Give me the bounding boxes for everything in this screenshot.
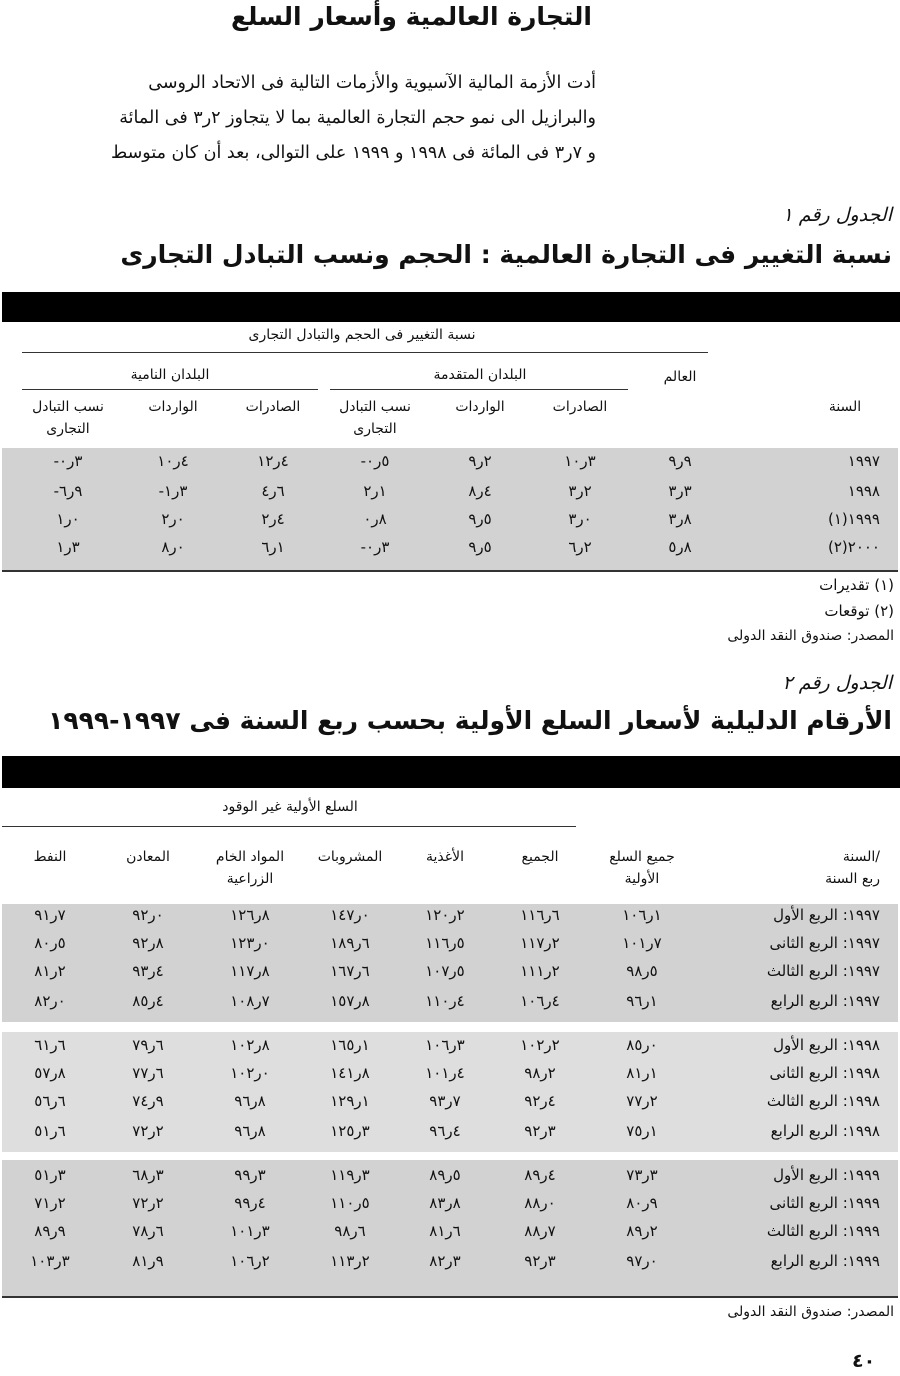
table2-cell: ١ر١٦٥	[330, 1036, 370, 1054]
table2-cell: ٧ر٩٣	[429, 1092, 461, 1110]
table1-cell: ٠ر٨	[161, 538, 185, 556]
table1-cell: ٠ر٣	[568, 510, 592, 528]
table1-cell: ٥ر٩	[468, 538, 492, 556]
table2-cell: ٦ر٧٧	[132, 1064, 164, 1082]
table2-cell: ٥ر٨٠	[34, 934, 66, 952]
table1-dev-exports-header: الصادرات	[245, 399, 301, 415]
table2-cell: ٨ر١٥٧	[330, 992, 370, 1010]
table2-cell: ٠ر٩٧	[626, 1252, 658, 1270]
table2-cell: ٠ر٨٥	[626, 1036, 658, 1054]
table2-period-cell: ١٩٩٧: الربع الثانى	[769, 934, 880, 952]
table2-cell: ٦ر٨١	[429, 1222, 461, 1240]
table1-cell: ٨ر٠	[363, 510, 387, 528]
table2-cell: ٥ر٩٨	[626, 962, 658, 980]
table2-cell: ٨ر١٢٦	[230, 906, 270, 924]
header-line: التجارى	[353, 421, 397, 437]
table2-cell: ٦ر٦١	[34, 1036, 66, 1054]
table2-period-cell: ١٩٩٨: الربع الأول	[773, 1036, 880, 1054]
table2-cell: ٥ر١١٠	[330, 1194, 370, 1212]
table1-cell: ٦ر٤	[261, 482, 285, 500]
divider	[22, 389, 318, 390]
table2-cell: ٨ر١١٧	[230, 962, 270, 980]
table1-note: (٢) توقعات	[824, 602, 894, 620]
table2-cell: ٤ر١٠٦	[520, 992, 560, 1010]
table2-period-cell: ١٩٩٩: الربع الأول	[773, 1166, 880, 1184]
header-line: نسب التبادل	[339, 399, 411, 415]
table1-group-header: نسبة التغيير فى الحجم والتبادل التجارى	[248, 327, 476, 343]
table1-cell: ٣ر١٠	[564, 452, 596, 470]
table2-all-header	[592, 846, 692, 890]
table1-cell: -٣ر٠	[53, 452, 83, 470]
table1-cell: ٥ر٩	[468, 510, 492, 528]
table2-cell: ٥ر١١٦	[425, 934, 465, 952]
table1-adv-terms-header	[325, 396, 425, 440]
table1-advanced-header: البلدان المتقدمة	[433, 367, 527, 383]
table1-cell: ٨ر٣	[668, 510, 692, 528]
table2-cell: ٠ر١٢٣	[230, 934, 270, 952]
table2-cell: ٧ر٩١	[34, 906, 66, 924]
table2-cell: ٣ر٩٩	[234, 1166, 266, 1184]
table2-cell: ٨ر٥٧	[34, 1064, 66, 1082]
table2-cell: ٦ر١١٦	[520, 906, 560, 924]
table2-period-cell: ١٩٩٩: الربع الثانى	[769, 1194, 880, 1212]
table2-oil-header: النفط	[33, 849, 67, 865]
table2-cell: ٣ر١١٩	[330, 1166, 370, 1184]
table2-cell: ٨ر٩٢	[132, 934, 164, 952]
table2-cell: ٢ر١٢٠	[425, 906, 465, 924]
table1-bottom-rule	[2, 570, 898, 572]
table2-group-gap	[2, 1022, 898, 1032]
table1-cell: ٢ر٦	[568, 538, 592, 556]
table1-cell: ٤ر٨	[468, 482, 492, 500]
table2-cell: ٠ر٩٢	[132, 906, 164, 924]
table2-cell: ٣ر٩٢	[524, 1252, 556, 1270]
table2-cell: ٣ر٦٨	[132, 1166, 164, 1184]
table2-cell: ٨ر١٠٢	[230, 1036, 270, 1054]
table2-cell: ٠ر٨٨	[524, 1194, 556, 1212]
table1-label: الجدول رقم ١	[782, 204, 892, 226]
table2-cell: ٦ر٥١	[34, 1122, 66, 1140]
table2-cell: ٩ر٨٩	[34, 1222, 66, 1240]
table1-cell: ٢ر٩	[468, 452, 492, 470]
table1-cell: -٣ر١	[158, 482, 188, 500]
table1-cell: ٤ر٢	[261, 510, 285, 528]
table2-cell: ٩ر٨١	[132, 1252, 164, 1270]
intro-paragraph	[0, 66, 596, 171]
divider	[22, 352, 708, 353]
table2-cell: ٦ر٩٨	[334, 1222, 366, 1240]
table2-cell: ٢ر٧٧	[626, 1092, 658, 1110]
table2-group-gap	[2, 1152, 898, 1160]
table2-cell: ٤ر١٠١	[425, 1064, 465, 1082]
table2-cell: ٥ر٨٩	[429, 1166, 461, 1184]
table2-cell: ٠ر١٠٢	[230, 1064, 270, 1082]
table1-developing-header: البلدان النامية	[130, 367, 210, 383]
table2-cell: ٣ر٥١	[34, 1166, 66, 1184]
table2-cell: ١ر٧٥	[626, 1122, 658, 1140]
header-line: جميع السلع	[609, 849, 675, 865]
table2-cell: ٤ر٨٥	[132, 992, 164, 1010]
table2-cell: ٤ر٩٢	[524, 1092, 556, 1110]
table2-cell: ٣ر٩٢	[524, 1122, 556, 1140]
table2-period-cell: ١٩٩٧: الربع الثالث	[766, 962, 880, 980]
table2-year-header	[790, 846, 880, 890]
table1-year-cell: (٢)٢٠٠٠	[827, 538, 880, 556]
table2-cell: ٦ر٧٨	[132, 1222, 164, 1240]
table1-cell: ٠ر١	[56, 510, 80, 528]
table2-cell: ٩ر٧٤	[132, 1092, 164, 1110]
table2-cell: ٢ر١١٧	[520, 934, 560, 952]
table1-cell: ١ر٢	[363, 482, 387, 500]
table2-period-cell: ١٩٩٨: الربع الثالث	[766, 1092, 880, 1110]
table2-cell: ١ر٩٦	[626, 992, 658, 1010]
table1-cell: ٤ر١٠	[157, 452, 189, 470]
table2-cell: ٢ر٨٩	[626, 1222, 658, 1240]
table2-cell: ٢ر١٠٦	[230, 1252, 270, 1270]
table2-cell: ٦ر٧٩	[132, 1036, 164, 1054]
table2-cell: ٠ر١٤٧	[330, 906, 370, 924]
table2-cell: ٤ر٩٣	[132, 962, 164, 980]
intro-line: والبرازيل الى نمو حجم التجارة العالمية بما لا يتجاوز ٢ر٣ فى المائة	[119, 108, 596, 128]
table2-cell: ٥ر١٠٧	[425, 962, 465, 980]
table2-cell: ١ر١٠٦	[622, 906, 662, 924]
table2-cell: ١ر١٢٩	[330, 1092, 370, 1110]
table1-title: نسبة التغيير فى التجارة العالمية : الحجم ونسب التبادل التجارى	[120, 240, 892, 269]
divider	[2, 826, 576, 827]
table2-beverages-header: المشروبات	[317, 849, 383, 865]
header-line: الزراعية	[226, 871, 274, 887]
table2-cell: ٣ر٧٣	[626, 1166, 658, 1184]
table2-source: المصدر: صندوق النقد الدولى	[727, 1304, 894, 1320]
header-line: ربع السنة	[825, 871, 880, 887]
table1-cell: ٣ر٣	[668, 482, 692, 500]
table1-cell: -٩ر٦	[53, 482, 83, 500]
table2-period-cell: ١٩٩٨: الربع الرابع	[770, 1122, 880, 1140]
table2-cell: ٧ر١٠٨	[230, 992, 270, 1010]
table2-cell: ٦ر٥٦	[34, 1092, 66, 1110]
table2-cell: ٤ر٨٩	[524, 1166, 556, 1184]
table2-cell: ٨ر٨٣	[429, 1194, 461, 1212]
page-title: التجارة العالمية وأسعار السلع	[230, 2, 592, 31]
table1-cell: ٠ر٢	[161, 510, 185, 528]
table2-period-cell: ١٩٩٩: الربع الثالث	[766, 1222, 880, 1240]
table1-dev-terms-header	[18, 396, 118, 440]
table1-adv-imports-header: الواردات	[455, 399, 505, 415]
table2-header-bar	[2, 756, 900, 788]
table2-group-header: السلع الأولية غير الوقود	[222, 799, 358, 815]
table2-title: الأرقام الدليلية لأسعار السلع الأولية بحسب ربع السنة فى ١٩٩٧-١٩٩٩	[48, 706, 892, 735]
table1-header-bar	[2, 292, 900, 322]
table1-year-cell: (١)١٩٩٩	[827, 510, 880, 528]
table1-year-cell: ١٩٩٨	[847, 482, 880, 500]
table1-cell: ٩ر٩	[668, 452, 692, 470]
table2-label: الجدول رقم ٢	[782, 672, 892, 694]
table1-cell: ٤ر١٢	[257, 452, 289, 470]
table1-year-header: السنة	[828, 399, 862, 415]
divider	[330, 389, 628, 390]
table1-dev-imports-header: الواردات	[148, 399, 198, 415]
table2-cell: ٤ر١١٠	[425, 992, 465, 1010]
table2-cell: ٤ر٩٦	[429, 1122, 461, 1140]
table2-cell: ٧ر٨٨	[524, 1222, 556, 1240]
table1-note: (١) تقديرات	[819, 576, 894, 594]
intro-line: و ٧ر٣ فى المائة فى ١٩٩٨ و ١٩٩٩ على التوالى، بعد أن كان متوسط	[111, 143, 596, 163]
table2-cell: ٢ر١١١	[520, 962, 560, 980]
table2-cell: ٣ر١٠٦	[425, 1036, 465, 1054]
table1-cell: ٣ر١	[56, 538, 80, 556]
header-line: السنة/	[842, 849, 880, 865]
table1-cell: -٣ر٠	[360, 538, 390, 556]
table2-cell: ٣ر١٢٥	[330, 1122, 370, 1140]
table2-cell: ٨ر١٤١	[330, 1064, 370, 1082]
table2-cell: ٨ر٩٦	[234, 1092, 266, 1110]
table2-cell: ٢ر١٠٢	[520, 1036, 560, 1054]
header-line: نسب التبادل	[32, 399, 104, 415]
table2-raw-header	[200, 846, 300, 890]
table1-cell: ١ر٦	[261, 538, 285, 556]
intro-line: أدت الأزمة المالية الآسيوية والأزمات التالية فى الاتحاد الروسى	[148, 73, 596, 93]
table2-period-cell: ١٩٩٧: الربع الأول	[773, 906, 880, 924]
table1-source: المصدر: صندوق النقد الدولى	[727, 628, 894, 644]
table1-year-cell: ١٩٩٧	[847, 452, 880, 470]
table1-cell: ٨ر٥	[668, 538, 692, 556]
table2-cell: ٦ر١٦٧	[330, 962, 370, 980]
table2-food-header: الأغذية	[426, 849, 464, 865]
header-line: الأولية	[624, 871, 660, 887]
table2-cell: ٢ر٩٨	[524, 1064, 556, 1082]
table2-period-cell: ١٩٩٩: الربع الرابع	[770, 1252, 880, 1270]
table1-world-header: العالم	[663, 369, 697, 385]
table2-bottom-rule	[2, 1296, 898, 1298]
table2-cell: ٨ر٩٦	[234, 1122, 266, 1140]
table2-period-cell: ١٩٩٨: الربع الثانى	[769, 1064, 880, 1082]
table2-cell: ٠ر٨٢	[34, 992, 66, 1010]
table2-cell: ٣ر١٠٣	[30, 1252, 70, 1270]
table1-cell: ٢ر٣	[568, 482, 592, 500]
table2-metals-header: المعادن	[126, 849, 170, 865]
table1-cell: -٥ر٠	[360, 452, 390, 470]
table1-adv-exports-header: الصادرات	[552, 399, 608, 415]
table2-cell: ٣ر١٠١	[230, 1222, 270, 1240]
table2-cell: ٢ر٧٢	[132, 1122, 164, 1140]
table2-cell: ٧ر١٠١	[622, 934, 662, 952]
header-line: التجارى	[46, 421, 90, 437]
table2-cell: ٢ر٨١	[34, 962, 66, 980]
table2-cell: ٣ر٨٢	[429, 1252, 461, 1270]
table2-period-cell: ١٩٩٧: الربع الرابع	[770, 992, 880, 1010]
table2-cell: ٩ر٨٠	[626, 1194, 658, 1212]
table2-cell: ٢ر١١٣	[330, 1252, 370, 1270]
table2-cell: ٢ر٧١	[34, 1194, 66, 1212]
table2-cell: ٤ر٩٩	[234, 1194, 266, 1212]
table2-cell: ٢ر٧٢	[132, 1194, 164, 1212]
table2-cell: ٦ر١٨٩	[330, 934, 370, 952]
header-line: المواد الخام	[215, 849, 285, 865]
table2-total-header: الجميع	[521, 849, 559, 865]
page-number: ٤٠	[852, 1350, 876, 1372]
table2-cell: ١ر٨١	[626, 1064, 658, 1082]
